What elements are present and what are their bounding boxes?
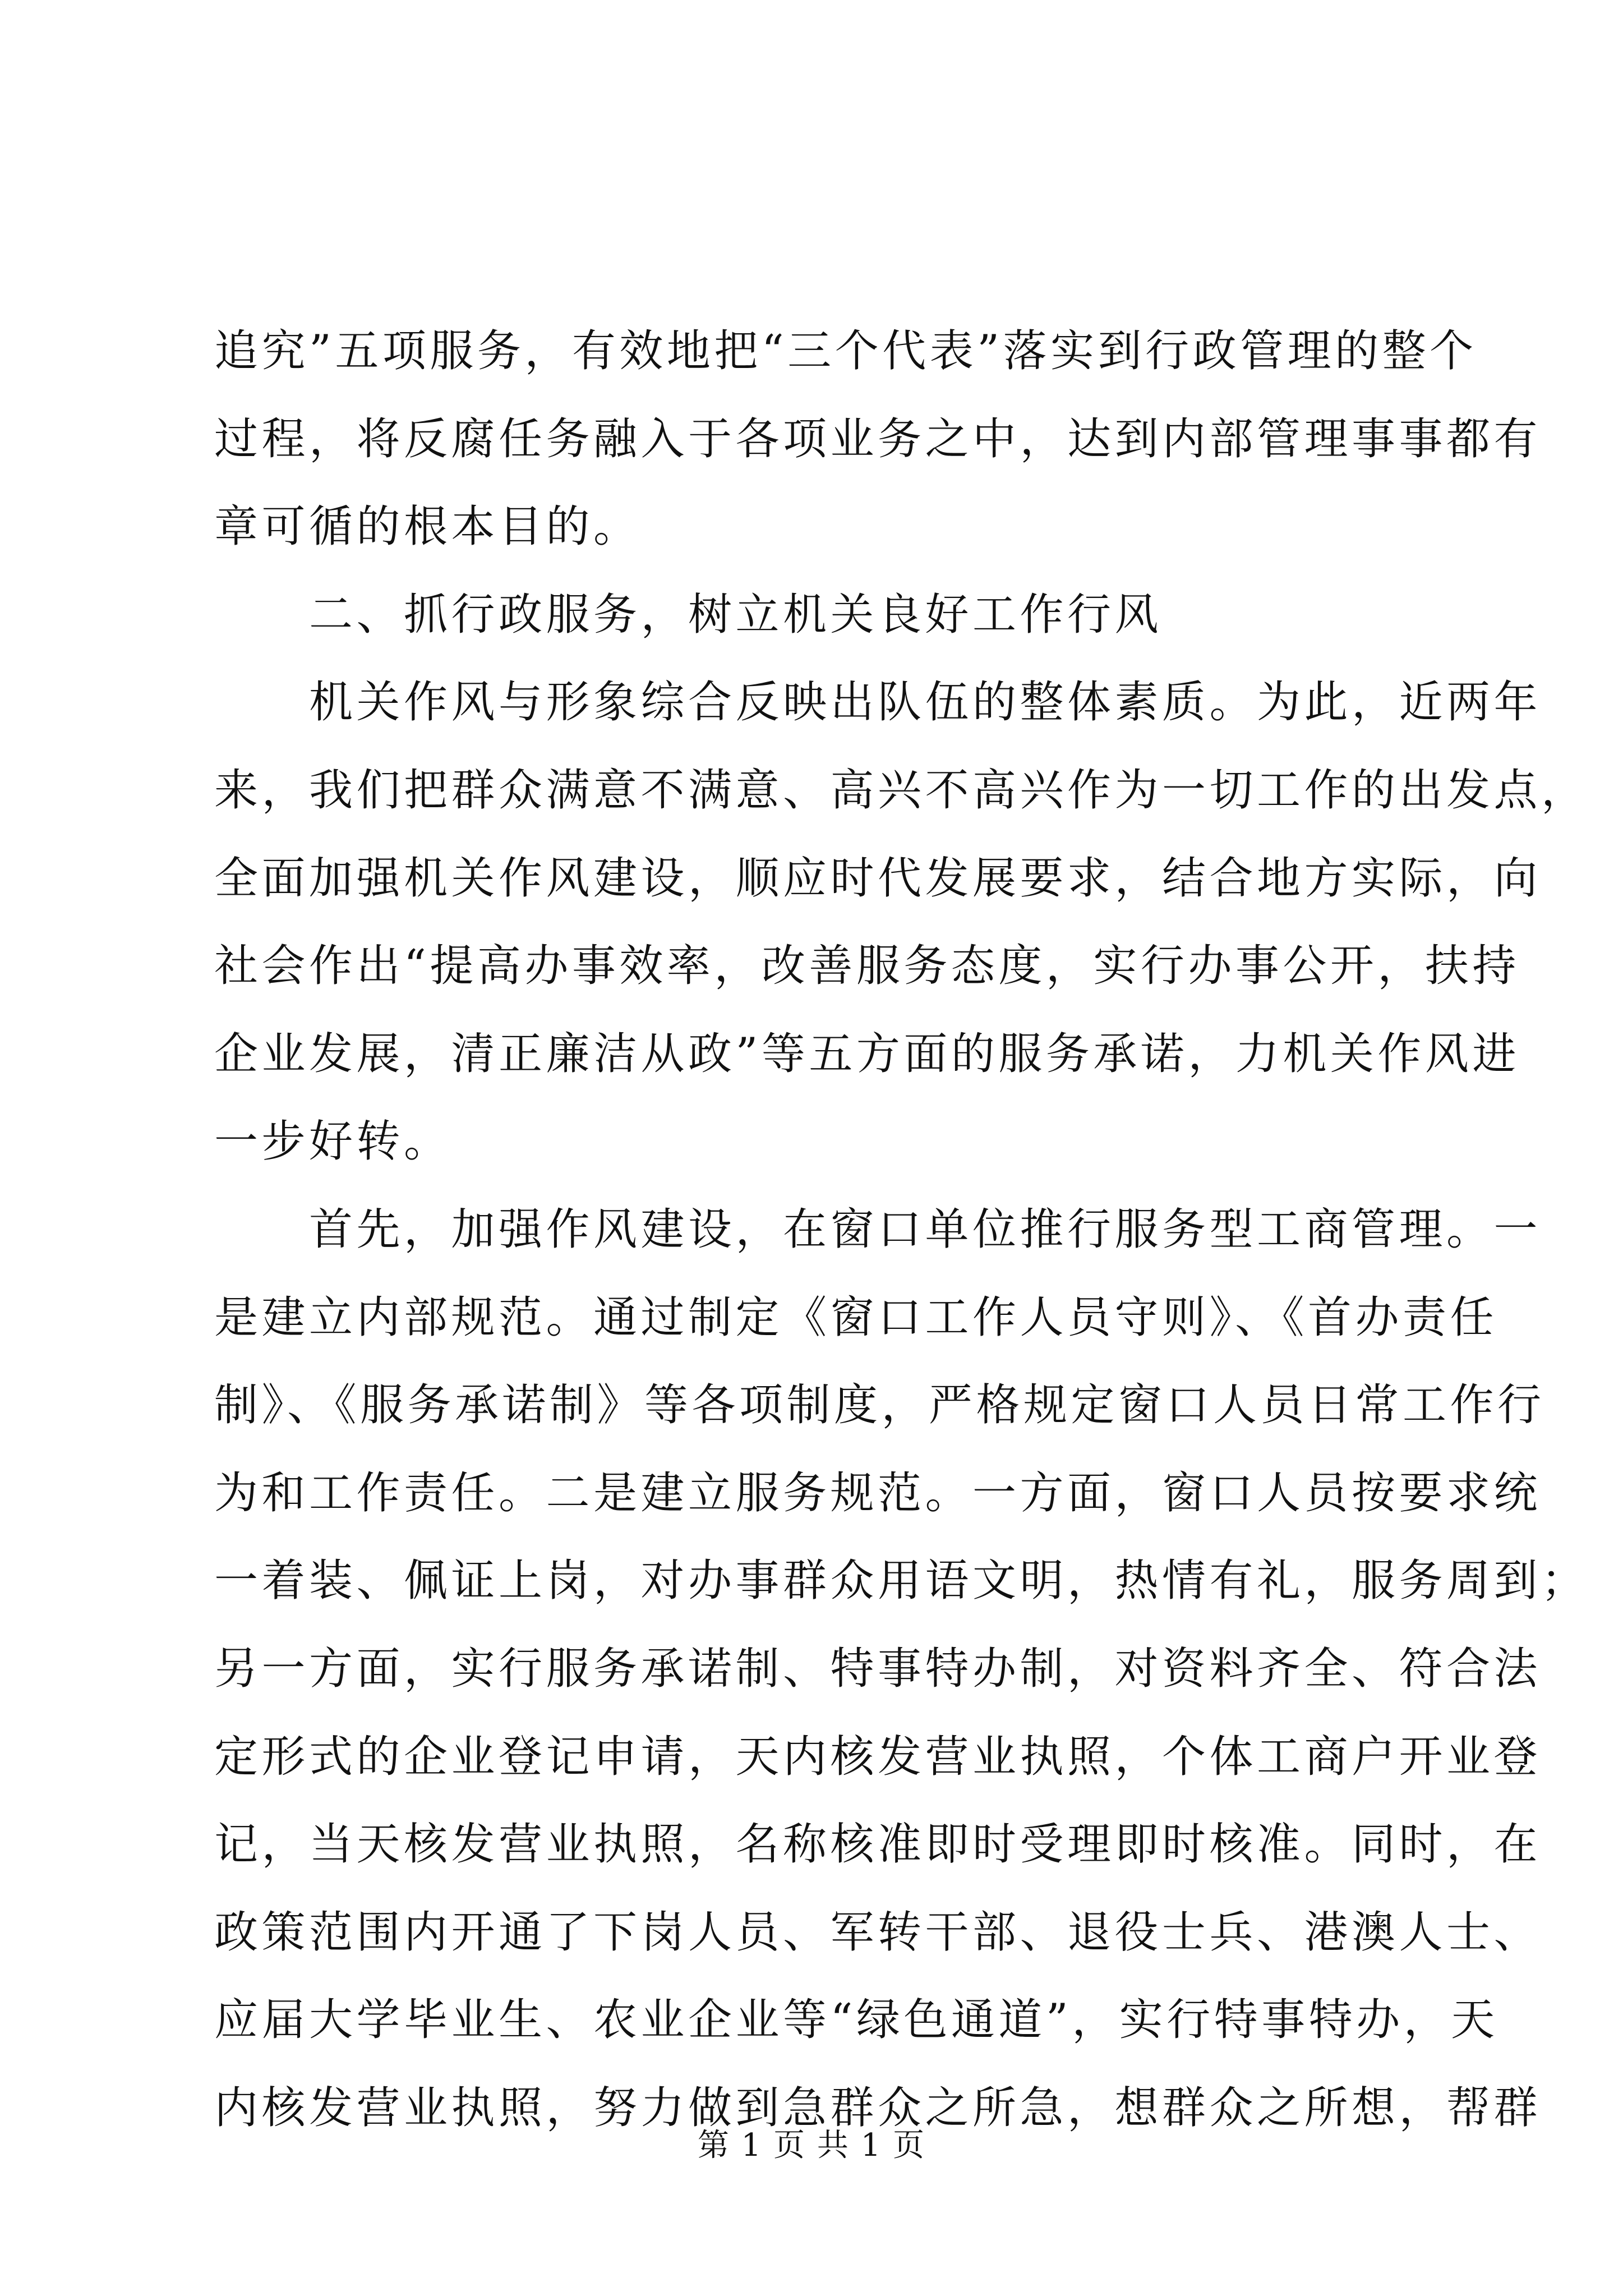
text-line: 记，当天核发营业执照，名称核准即时受理即时核准。同时，在 <box>214 1819 1542 1870</box>
text-line: 来，我们把群众满意不满意、高兴不高兴作为一切工作的出发点， <box>214 765 1589 816</box>
text-line: 为和工作责任。二是建立服务规范。一方面，窗口人员按要求统 <box>214 1467 1542 1519</box>
text-line: 是建立内部规范。通过制定《窗口工作人员守则》、《首办责任 <box>214 1292 1498 1343</box>
text-line: 一着装、佩证上岗，对办事群众用语文明，热情有礼，服务周到； <box>214 1556 1589 1607</box>
body-text <box>214 307 1589 2152</box>
text-line: 另一方面，实行服务承诺制、特事特办制，对资料齐全、符合法 <box>214 1643 1542 1694</box>
text-line: 过程，将反腐任务融入于各项业务之中，达到内部管理事事都有 <box>214 413 1542 464</box>
text-line: 章可循的根本目的。 <box>214 501 641 553</box>
section-heading: 二、抓行政服务，树立机关良好工作行风 <box>214 589 1163 640</box>
text-line: 全面加强机关作风建设，顺应时代发展要求，结合地方实际，向 <box>214 853 1542 904</box>
text-line: 机关作风与形象综合反映出队伍的整体素质。为此，近两年 <box>214 677 1542 728</box>
text-line: 内核发营业执照，努力做到急群众之所急，想群众之所想，帮群 <box>214 2082 1542 2133</box>
text-line: 社会作出“提高办事效率，改善服务态度，实行办事公开，扶持 <box>214 941 1520 992</box>
text-line: 企业发展，清正廉洁从政”等五方面的服务承诺，力机关作风进 <box>214 1028 1520 1079</box>
text-line: 一步好转。 <box>214 1116 451 1167</box>
text-line: 首先，加强作风建设，在窗口单位推行服务型工商管理。一 <box>214 1204 1542 1255</box>
text-line: 定形式的企业登记申请，天内核发营业执照，个体工商户开业登 <box>214 1731 1542 1782</box>
text-line: 制》、《服务承诺制》等各项制度，严格规定窗口人员日常工作行 <box>214 1380 1545 1431</box>
page-number-footer: 第 1 页 共 1 页 <box>697 2127 926 2164</box>
text-line: 政策范围内开通了下岗人员、军转干部、退役士兵、港澳人士、 <box>214 1907 1542 1958</box>
text-line: 追究”五项服务，有效地把“三个代表”落实到行政管理的整个 <box>214 326 1477 376</box>
text-line: 应届大学毕业生、农业企业等“绿色通道”，实行特事特办，天 <box>214 1995 1498 2046</box>
